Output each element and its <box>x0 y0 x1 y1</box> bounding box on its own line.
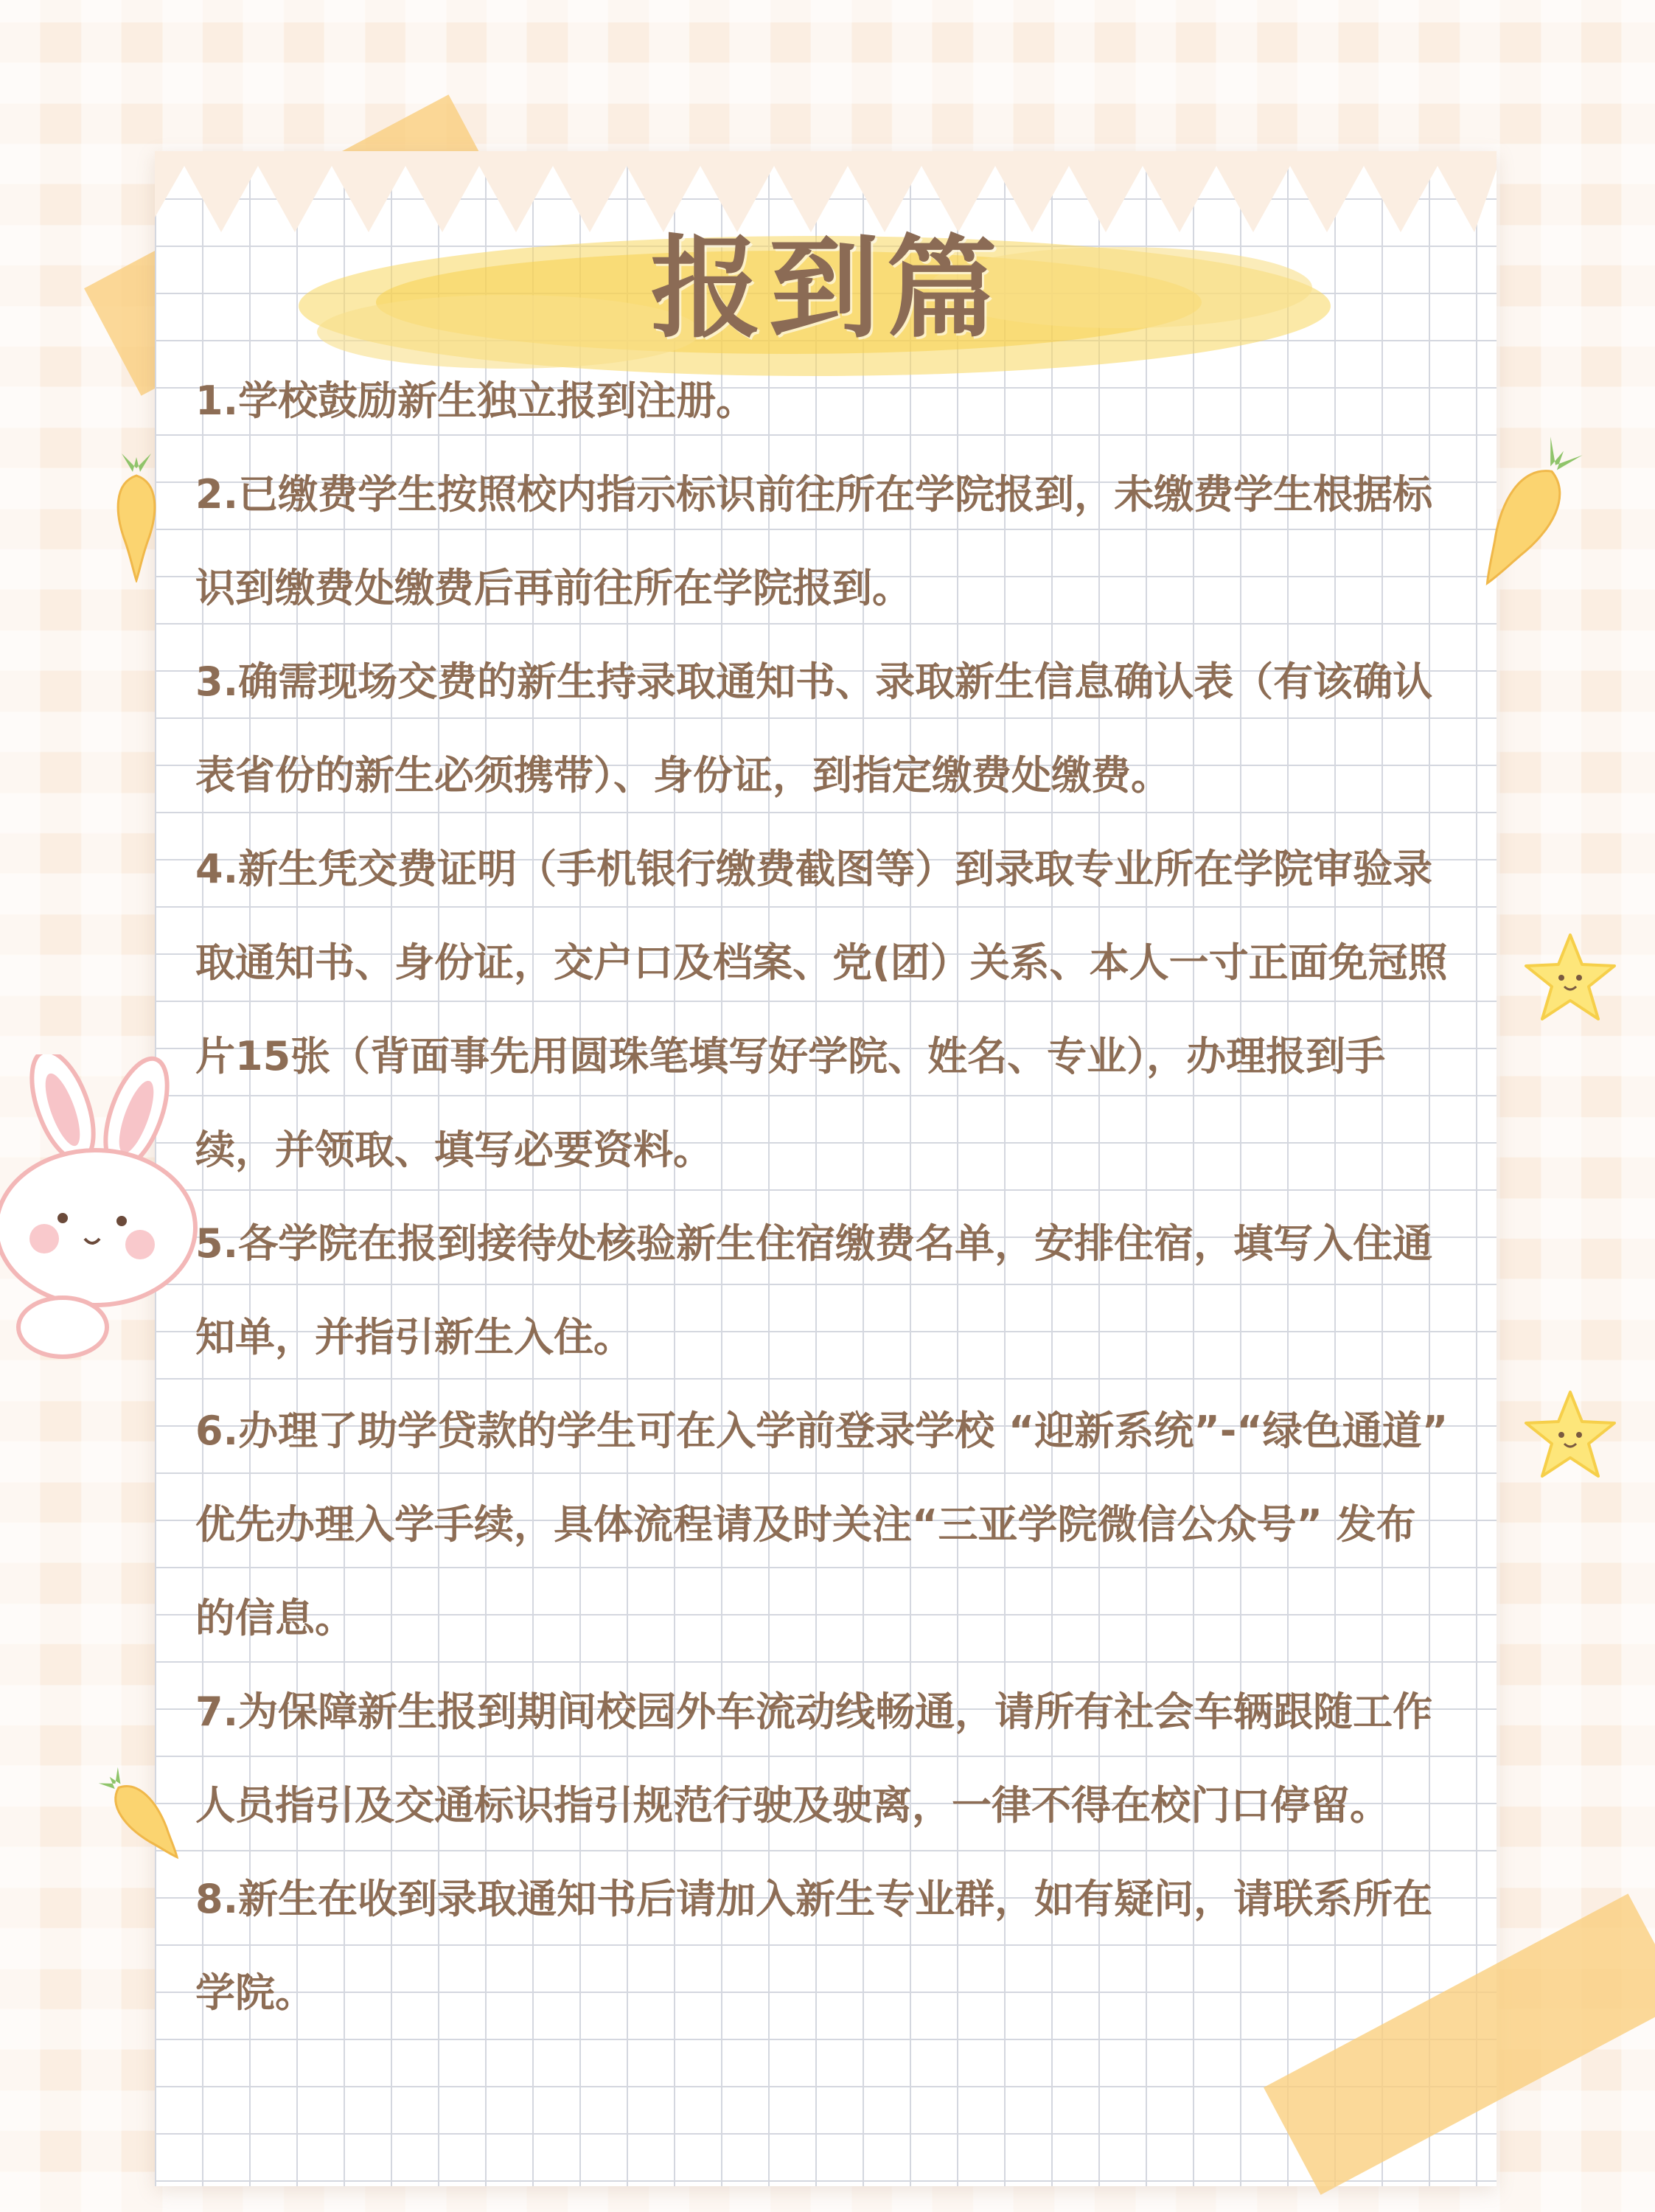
list-item-6: 6.办理了助学贷款的学生可在入学前登录学校 “迎新系统”-“绿色通道” 优先办理入学手续，具体流程请及时关注“三亚学院微信公众号” 发布的信息。 <box>195 1408 1449 1641</box>
page-title: 报到篇 <box>650 225 1005 353</box>
list-item-1: 1.学校鼓励新生独立报到注册。 <box>195 378 756 424</box>
carrot-icon <box>1463 435 1589 597</box>
registration-list <box>195 354 1449 2039</box>
list-item-4: 4.新生凭交费证明（手机银行缴费截图等）到录取专业所在学院审验录取通知书、身份证，交户口及档案、党(团）关系、本人一寸正面免冠照片15张（背面事先用圆珠笔填写好学院、姓名、专业），办理报到手续，并领取、填写必要资料。 <box>195 846 1448 1173</box>
carrot-icon <box>107 453 166 582</box>
list-item-3: 3.确需现场交费的新生持录取通知书、录取新生信息确认表（有该确认表省份的新生必须携带）、身份证，到指定缴费处缴费。 <box>195 658 1433 799</box>
star-face-icon <box>1519 1386 1622 1482</box>
bunny-icon <box>0 1054 206 1364</box>
list-item-2: 2.已缴费学生按照校内指示标识前往所在学院报到，未缴费学生根据标识到缴费处缴费后再前往所在学院报到。 <box>195 471 1433 611</box>
list-item-5: 5.各学院在报到接待处核验新生住宿缴费名单，安排住宿，填写入住通知单，并指引新生入住。 <box>195 1220 1433 1360</box>
star-face-icon <box>1519 929 1622 1025</box>
list-item-7: 7.为保障新生报到期间校园外车流动线畅通，请所有社会车辆跟随工作人员指引及交通标识指引规范行驶及驶离，一律不得在校门口停留。 <box>195 1688 1433 1829</box>
carrot-icon <box>96 1762 192 1873</box>
list-item-8: 8.新生在收到录取通知书后请加入新生专业群，如有疑问，请联系所在学院。 <box>195 1876 1433 2016</box>
